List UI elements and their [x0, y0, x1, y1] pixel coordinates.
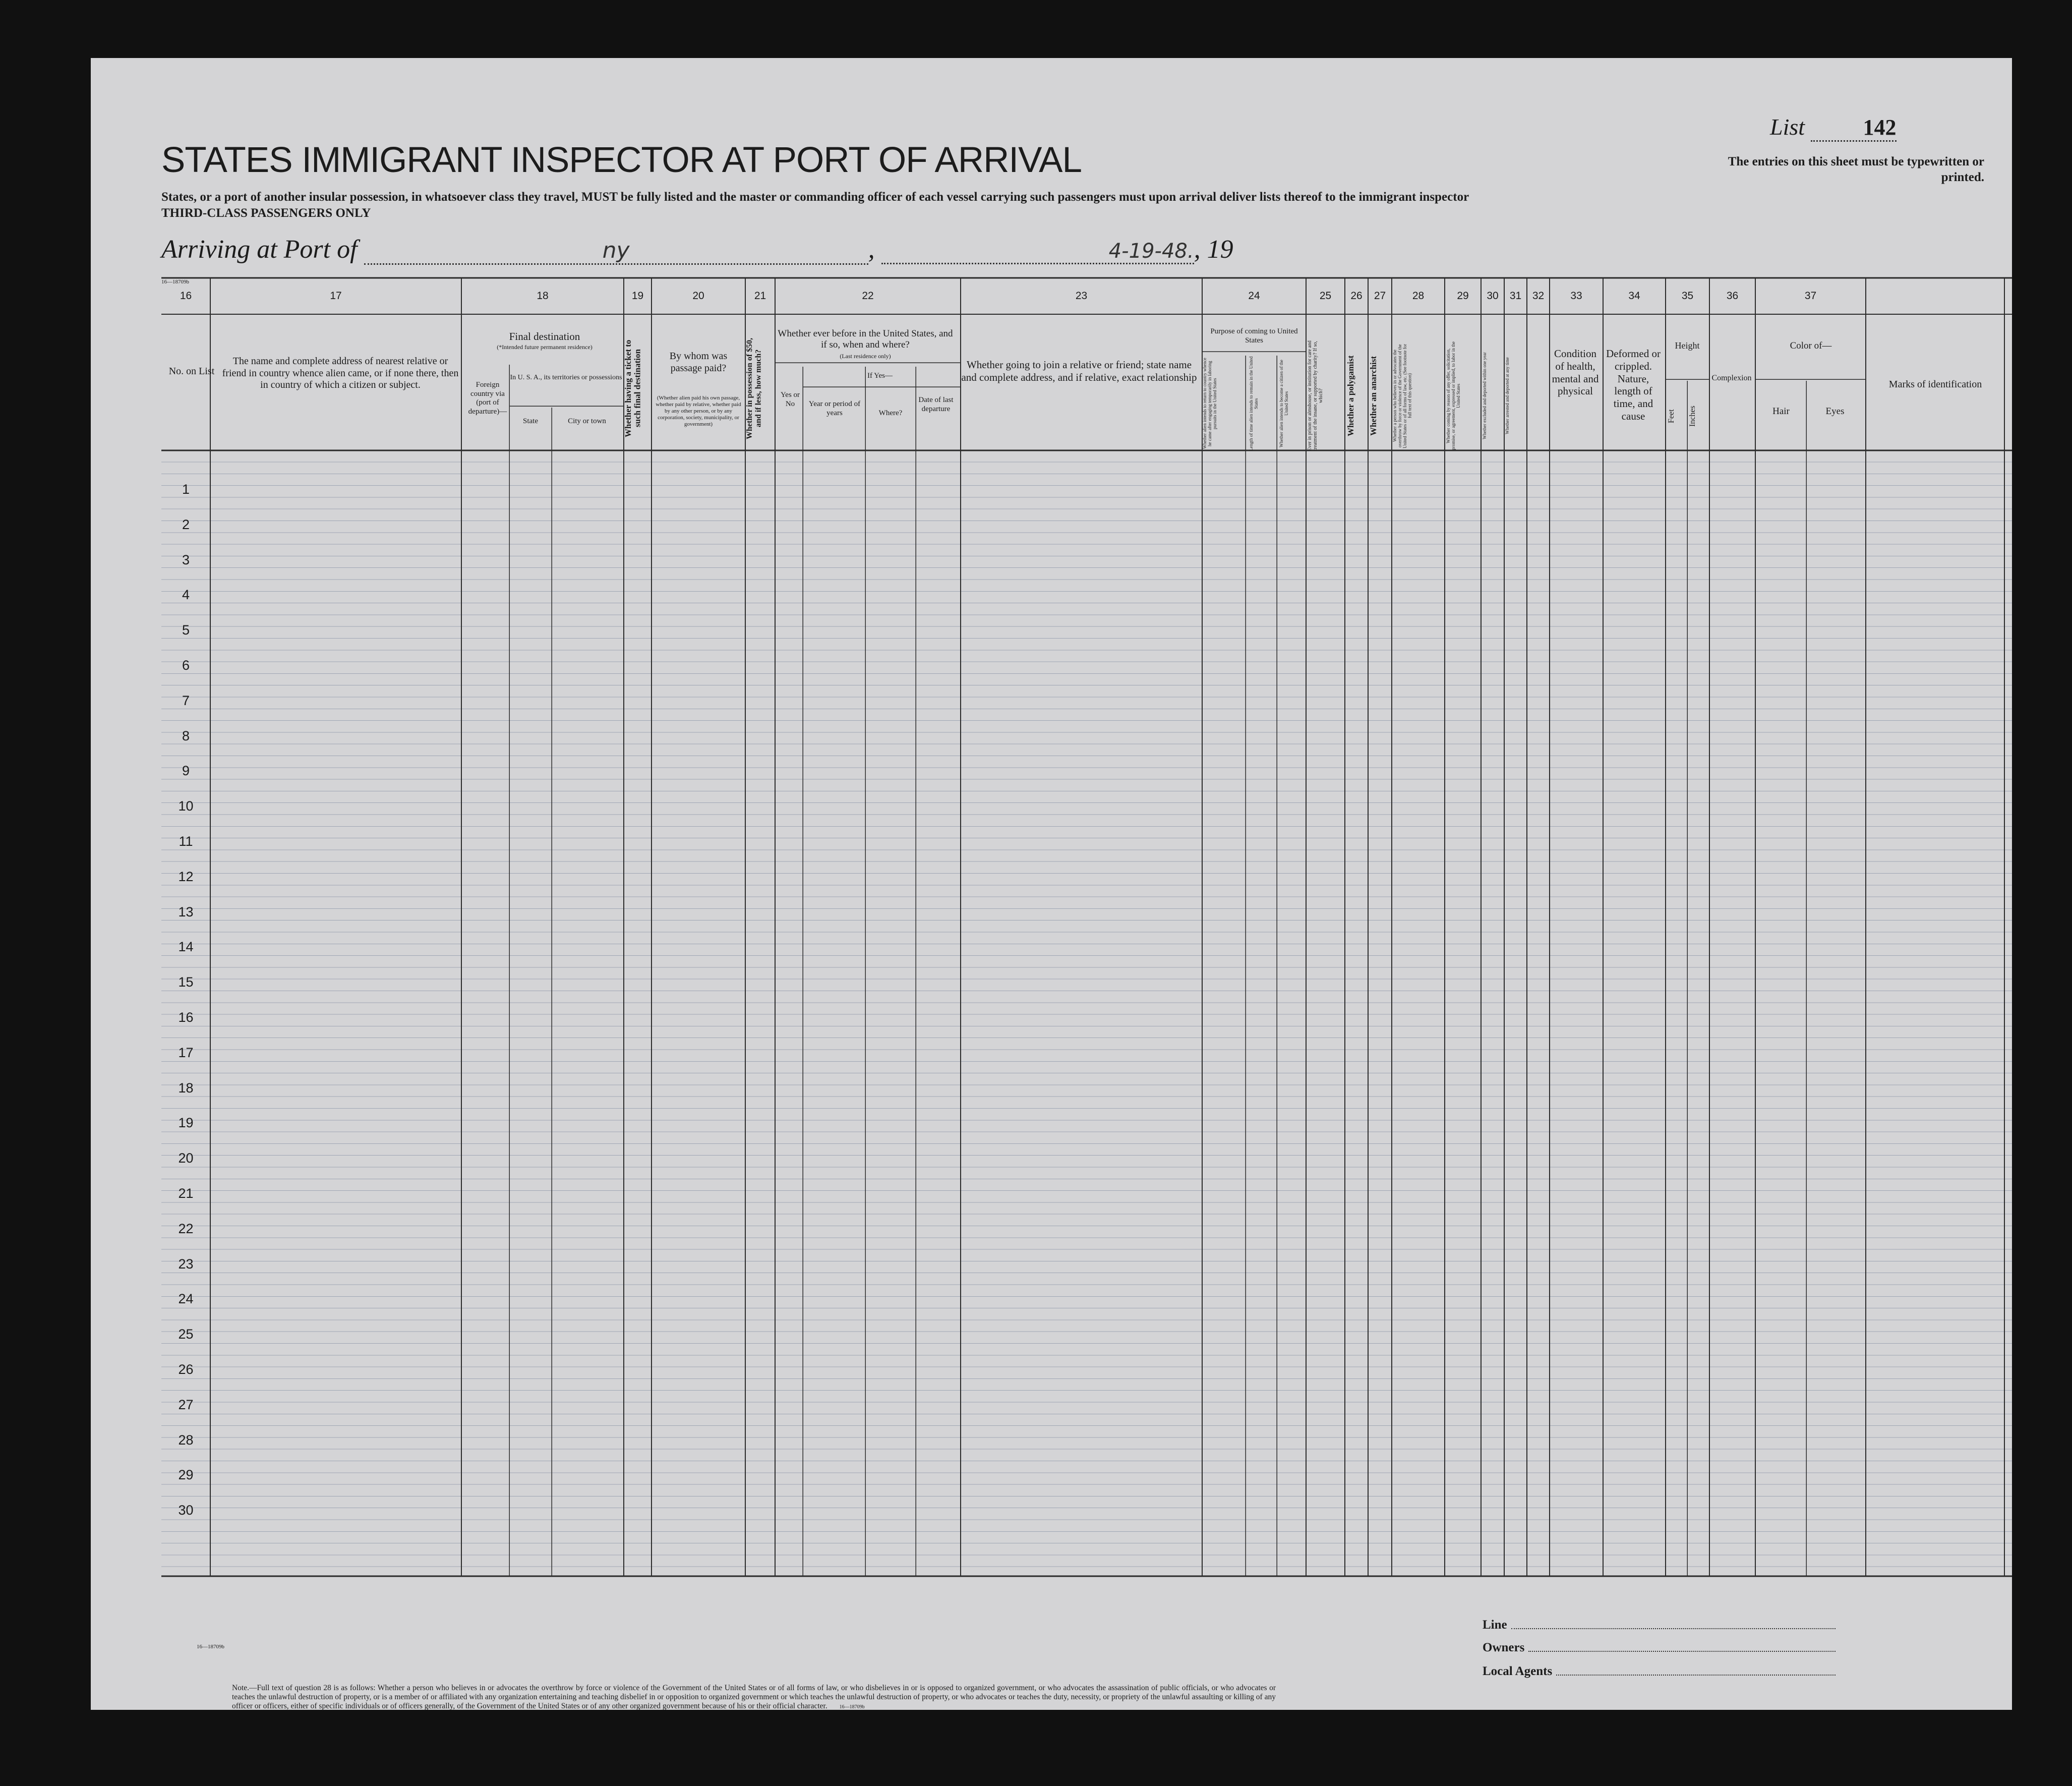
- header-color-of: Color of—: [1790, 340, 1832, 351]
- subtitle: States, or a port of another insular possession, in whatsoever class they travel, MUST be fully listed and the master or commanding officer of each vessel carrying such passengers must upon arrival deliver lists thereof to the immigrant inspector: [161, 190, 1469, 204]
- arrival-line: Arriving at Port of ny , 4-19-48., 19: [161, 235, 1233, 264]
- row-number: 13: [178, 904, 194, 919]
- column-number: 17: [330, 290, 342, 302]
- row-number: 26: [178, 1362, 194, 1377]
- signature-agents-row: [1483, 1664, 1836, 1679]
- row-number: 18: [178, 1080, 194, 1096]
- row-number: 29: [178, 1467, 194, 1483]
- footnote-form-number: 16—18709b: [839, 1704, 865, 1710]
- header-passage-paid: By whom was passage paid?: [669, 351, 728, 374]
- column-number: 28: [1412, 290, 1425, 302]
- row-number: 3: [182, 552, 190, 567]
- header-hair: Hair: [1772, 406, 1790, 417]
- header-final-destination-note: (*Intended future permanent residence): [497, 343, 593, 351]
- header-excluded: Whether excluded and deported within one year: [1482, 352, 1487, 440]
- signature-agents-label: Local Agents: [1483, 1664, 1553, 1678]
- header-inches: Inches: [1688, 406, 1697, 427]
- row-number: 28: [178, 1432, 194, 1448]
- signature-line-label: Line: [1483, 1618, 1507, 1632]
- list-number: 142: [1811, 114, 1897, 142]
- header-ticket: Whether having a ticket to such final destination: [623, 339, 642, 437]
- header-fifty-dollars: Whether in possession of $50, and if less, how much?: [745, 337, 763, 439]
- manifest-sheet: [91, 58, 2012, 1710]
- column-number: 20: [692, 290, 704, 302]
- header-no-on-list: No. on List: [168, 366, 215, 377]
- row-number: 14: [178, 939, 194, 955]
- header-before-in-us: Whether ever before in the United States, and if so, when and where?: [778, 328, 953, 351]
- column-number: 16: [180, 290, 192, 302]
- row-number: 27: [178, 1397, 194, 1412]
- header-complexion: Complexion: [1711, 374, 1752, 382]
- row-number: 11: [179, 834, 193, 849]
- column-number: 30: [1487, 290, 1499, 302]
- row-number: 8: [182, 728, 190, 743]
- row-number: 22: [178, 1221, 194, 1236]
- header-height: Height: [1675, 340, 1700, 351]
- row-number: 6: [182, 658, 190, 673]
- arrival-date: 4-19-48.: [881, 240, 1194, 264]
- row-number: 23: [178, 1256, 194, 1272]
- header-purpose: Purpose of coming to United States: [1210, 327, 1298, 344]
- header-passage-paid-note: (Whether alien paid his own passage, whether paid by relative, whether paid by any other person, or by any corporation, society, municipality, or government): [656, 395, 741, 427]
- header-purpose-citizen: Whether alien intends to become a citizen of the United States: [1279, 360, 1289, 447]
- arrival-label: Arriving at Port of: [161, 235, 358, 264]
- header-polygamist: Whether a polygamist: [1346, 355, 1355, 437]
- header-state: State: [523, 417, 538, 425]
- column-number: 32: [1532, 290, 1545, 302]
- header-year-or-period: Year or period of years: [808, 400, 861, 417]
- column-number: 37: [1804, 290, 1817, 302]
- typewritten-instruction: The entries on this sheet must be typewritten or printed.: [1728, 155, 1984, 185]
- row-number: 1: [182, 482, 190, 497]
- header-where: Where?: [878, 409, 903, 417]
- header-deformed: Deformed or crippled. Nature, length of time, and cause: [1606, 348, 1661, 422]
- header-final-destination: Final destination: [509, 330, 580, 342]
- signature-line-row: [1483, 1618, 1836, 1632]
- header-in-usa: In U. S. A., its territories or possessions: [510, 374, 622, 381]
- arrival-year-prefix: 19: [1207, 235, 1233, 264]
- row-number: 21: [178, 1186, 194, 1201]
- row-number: 10: [178, 798, 194, 814]
- header-foreign-country: Foreign country via (port of departure)—: [468, 381, 507, 416]
- column-number: 24: [1248, 290, 1260, 302]
- column-number: 27: [1374, 290, 1386, 302]
- column-number: 33: [1570, 290, 1582, 302]
- column-number: 26: [1350, 290, 1363, 302]
- header-purpose-length: Length of time alien intends to remain in the United States: [1249, 356, 1259, 451]
- row-number: 20: [178, 1150, 194, 1166]
- row-number: 4: [182, 587, 190, 603]
- footnote-text: Note.—Full text of question 28 is as follows: Whether a person who believes in or advocates the overthrow by force or violence of the Government of the United States or of all forms of law, or who disbelieves in or is opposed to organized government, or who advocates the assassination of public officials, or who advocates or teaches the unlawful destruction of property, or is a member of or affiliated with any organization entertaining and teaching disbelief in or opposition to organized government or which teaches the unlawful destruction of property, or who advocates or teaches the duty, necessity, or propriety of the unlawful assaulting or killing of any officer or officers, either of specific individuals or of officers generally, of the Government of the United States or of any other organized government because of his or their official character.: [232, 1684, 1276, 1710]
- header-labor-offer: Whether coming by reason of any offer, solicitation, promise, or agreement, expressed or implied, to labor in the United States: [1446, 341, 1461, 450]
- header-if-yes: If Yes—: [867, 372, 893, 380]
- header-marks-identification: Marks of identification: [1888, 379, 1982, 390]
- header-yes-or-no: Yes or No: [780, 391, 800, 408]
- column-number: 22: [862, 290, 874, 302]
- row-number: 17: [178, 1045, 194, 1060]
- column-number: 35: [1681, 290, 1694, 302]
- page-title: STATES IMMIGRANT INSPECTOR AT PORT OF ARRIVAL: [161, 140, 1082, 180]
- header-purpose-return: Whether alien intends to return to country whence he came after engaging temporarily in laboring pursuits in the United States: [1202, 358, 1217, 449]
- column-number: 31: [1509, 290, 1522, 302]
- column-number: 25: [1319, 290, 1332, 302]
- row-number: 7: [182, 693, 190, 708]
- column-number: 29: [1457, 290, 1469, 302]
- column-number: 21: [754, 290, 766, 302]
- header-overthrow: Whether a person who believes in or advocates the overthrow by force or violence of the Government of the United States or of all forms of law, etc. (See footnote for full text of this question): [1392, 343, 1412, 448]
- list-label-text: List: [1770, 114, 1805, 140]
- header-eyes: Eyes: [1825, 406, 1845, 417]
- header-health: Condition of health, mental and physical: [1552, 348, 1599, 397]
- header-date-last-departure: Date of last departure: [918, 396, 954, 413]
- class-note: THIRD-CLASS PASSENGERS ONLY: [161, 206, 371, 220]
- header-city-or-town: City or town: [568, 417, 606, 425]
- signature-owners-row: [1483, 1641, 1836, 1655]
- row-number: 12: [178, 869, 194, 884]
- header-deported: Whether arrested and deported at any time: [1505, 357, 1510, 435]
- row-number: 2: [182, 516, 190, 532]
- arrival-port: ny: [364, 238, 868, 265]
- row-number: 5: [182, 622, 190, 638]
- table-grid: [91, 58, 2012, 1710]
- column-number: 36: [1726, 290, 1739, 302]
- header-join-relative: Whether going to join a relative or friend; state name and complete address, and if relative, exact relationship: [961, 359, 1197, 383]
- row-number: 19: [178, 1115, 194, 1131]
- row-number: 16: [178, 1010, 194, 1025]
- row-number: 9: [182, 763, 190, 779]
- header-nearest-relative: The name and complete address of nearest relative or friend in country whence alien came, or if none there, then in country of which a citizen or subject.: [222, 356, 459, 391]
- column-number: 19: [631, 290, 644, 302]
- column-number: 18: [537, 290, 549, 302]
- footnote: [232, 1684, 1276, 1711]
- row-number: 24: [178, 1291, 194, 1307]
- row-number: 25: [178, 1327, 194, 1342]
- row-number: 30: [178, 1503, 194, 1518]
- header-prison: Ever in prison or almshouse, or institution for care and treatment of the insane, or supported by charity? If so, which?: [1307, 340, 1324, 451]
- form-number-bottom: 16—18709b: [197, 1644, 224, 1650]
- header-anarchist: Whether an anarchist: [1369, 356, 1378, 436]
- signature-owners-label: Owners: [1483, 1641, 1525, 1654]
- column-number: 34: [1628, 290, 1640, 302]
- column-number: 23: [1075, 290, 1088, 302]
- form-number-top: 16—18709b: [161, 279, 189, 285]
- row-number: 15: [178, 974, 194, 990]
- header-feet: Feet: [1667, 409, 1676, 423]
- header-before-in-us-note: (Last residence only): [840, 353, 891, 360]
